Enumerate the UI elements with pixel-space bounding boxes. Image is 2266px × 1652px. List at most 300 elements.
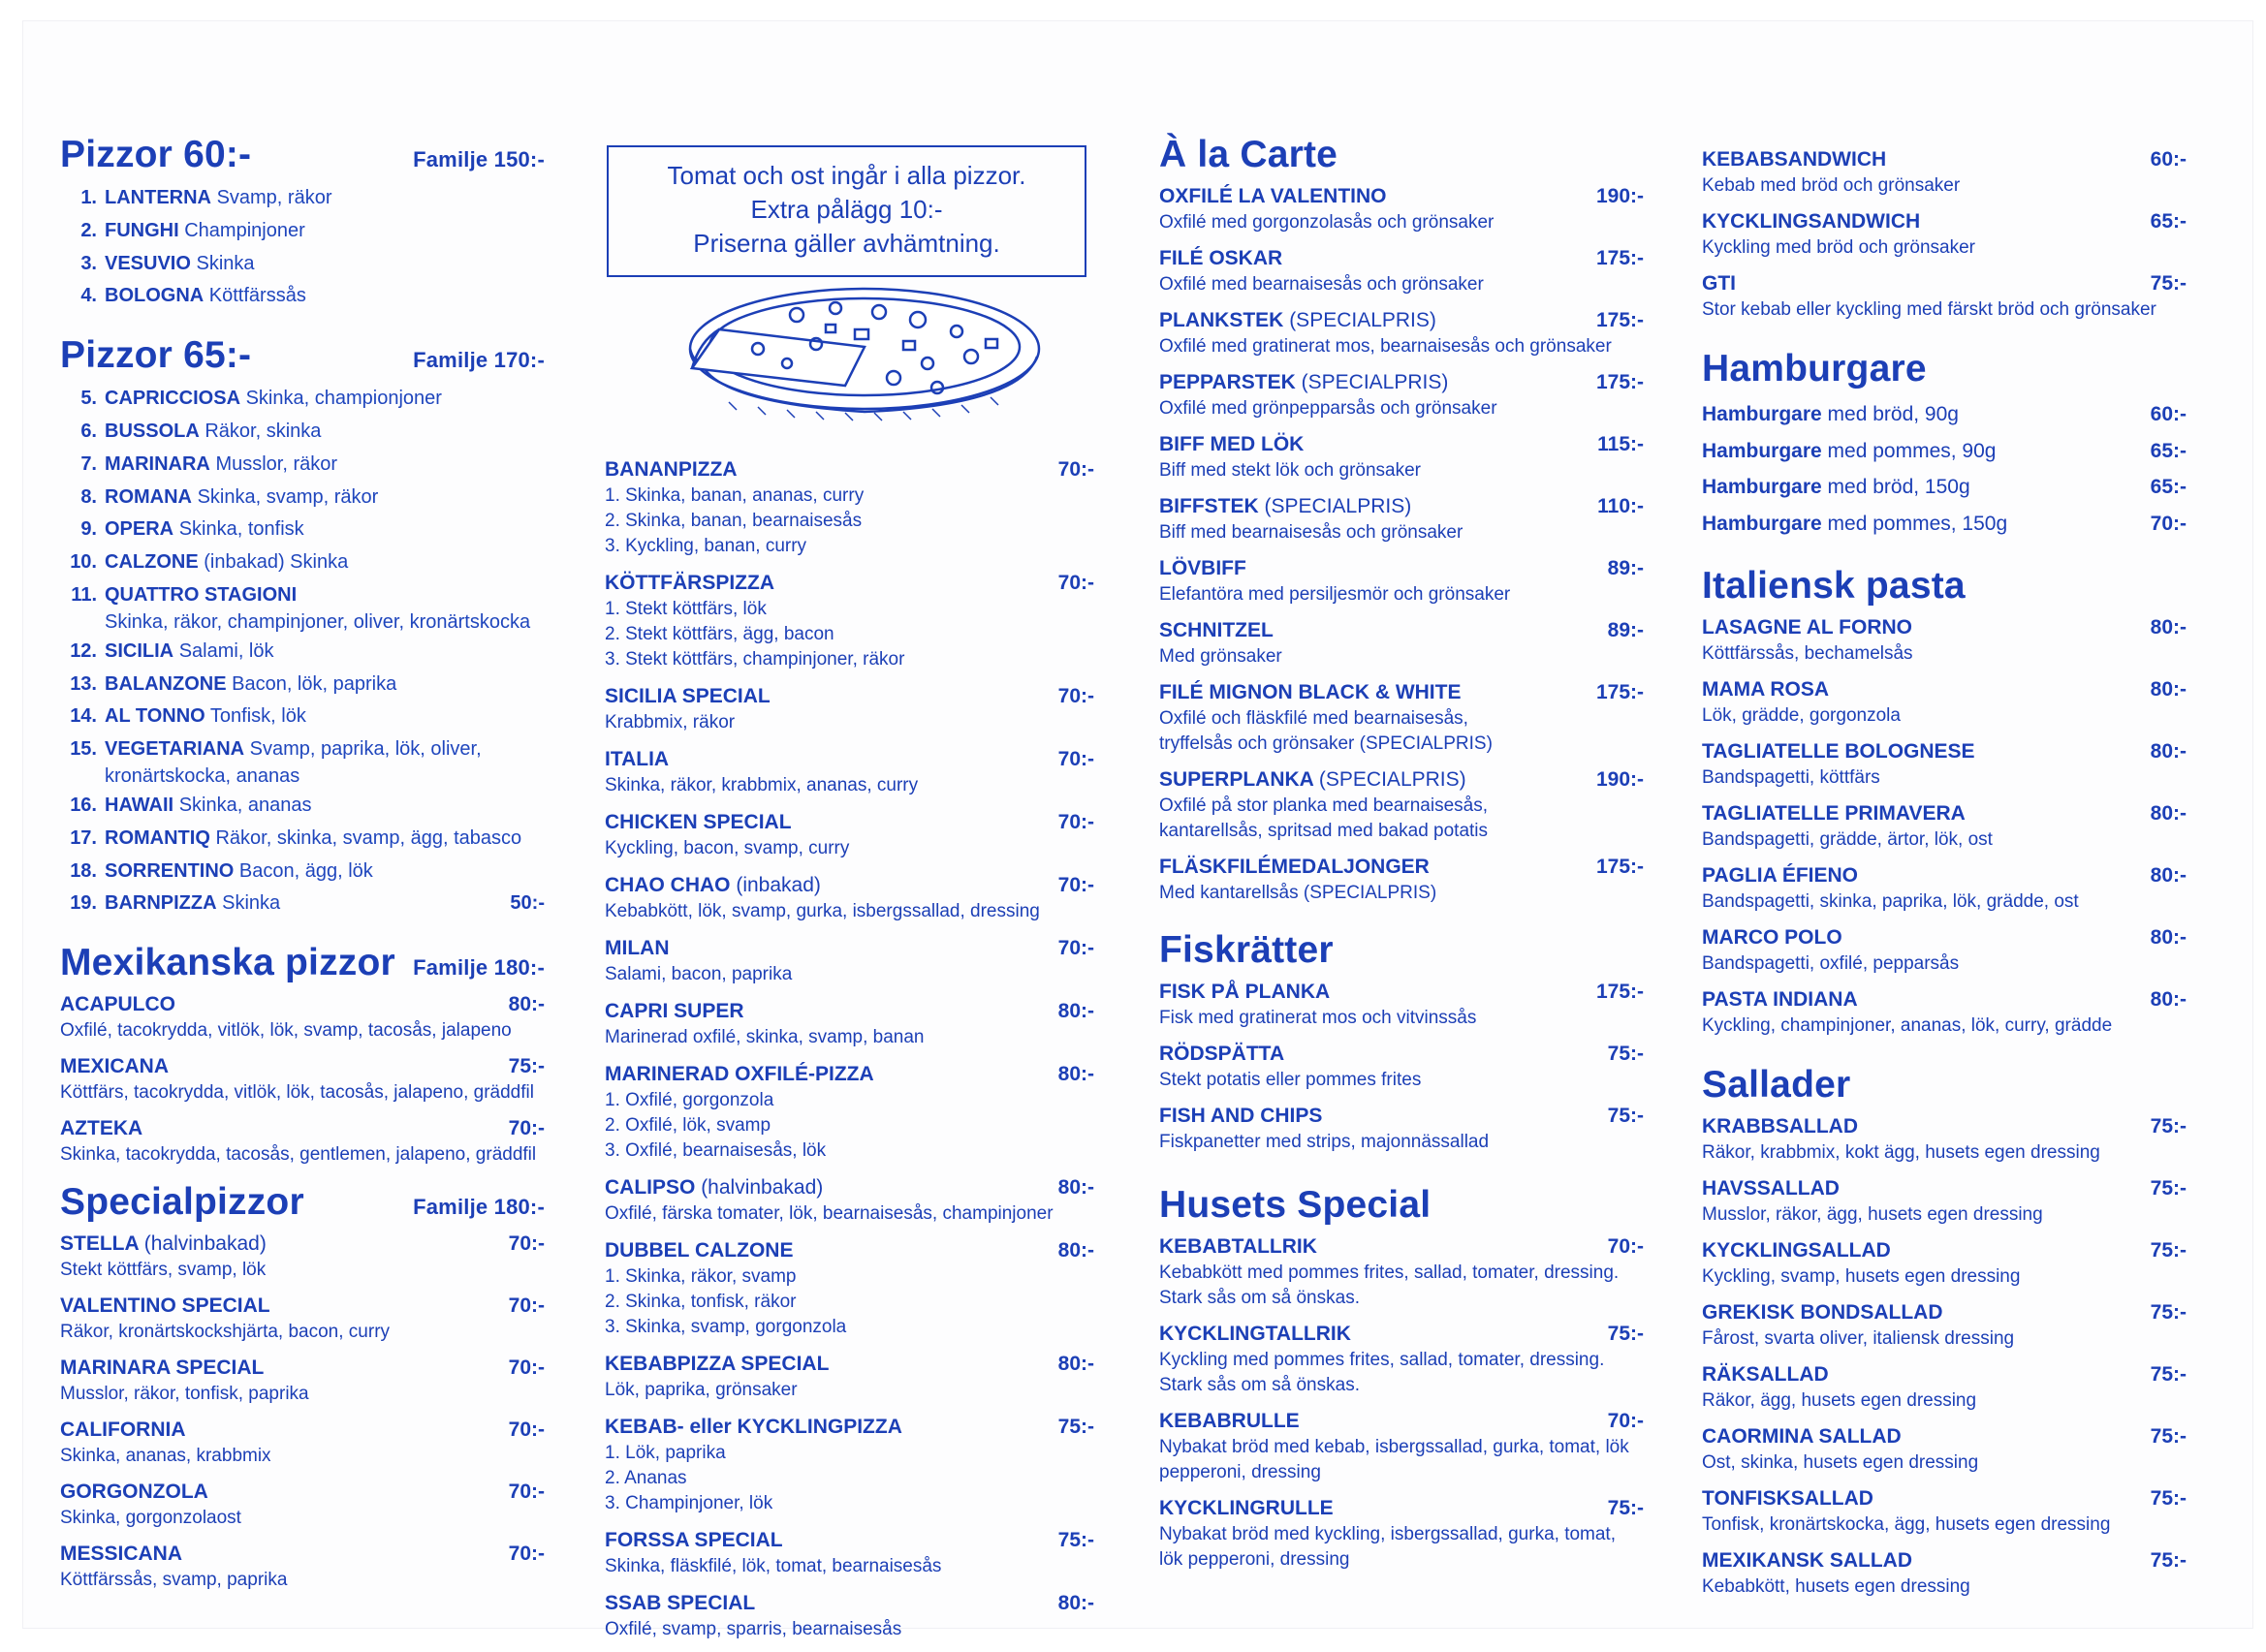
item-header xyxy=(1702,1236,2187,1264)
item-desc: Oxfilé med gratinerat mos, bearnaisesås och grönsaker xyxy=(1159,336,1612,357)
section-sandwich xyxy=(1702,145,2187,323)
section-title: Hamburgare xyxy=(1702,348,1927,390)
menu-item xyxy=(60,1416,545,1469)
column-alacarte xyxy=(1159,134,1644,1581)
item-price: 50:- xyxy=(510,892,545,915)
item-number: 9. xyxy=(80,518,97,541)
item-price: 175:- xyxy=(1595,981,1644,1003)
item-name-wrap xyxy=(1159,492,1411,520)
item-price: 80:- xyxy=(2150,678,2187,701)
item-body xyxy=(105,579,545,636)
item-desc: Skinka, ananas xyxy=(178,794,312,816)
item-header xyxy=(1159,616,1644,644)
item-header xyxy=(1159,678,1644,706)
item-header xyxy=(605,1173,1094,1201)
item-number: 12. xyxy=(70,639,97,662)
item-price: 65:- xyxy=(2150,210,2187,233)
menu-item xyxy=(1702,506,2187,543)
item-price: 75:- xyxy=(1607,1323,1644,1345)
menu-item xyxy=(1159,554,1644,608)
item-name: MEXICANA xyxy=(60,1055,170,1078)
item-price: 65:- xyxy=(2150,476,2187,498)
item-desc: 3. Kyckling, banan, curry xyxy=(605,536,807,556)
pizza-item xyxy=(60,416,545,449)
menu-item xyxy=(1159,1232,1644,1311)
item-price: 190:- xyxy=(1595,185,1644,207)
item-desc: Kyckling med bröd och grönsaker xyxy=(1702,237,1975,258)
item-label xyxy=(1702,506,2007,543)
item-name: BIFF MED LÖK xyxy=(1159,433,1305,455)
item-desc: 1. Oxfilé, gorgonzola xyxy=(605,1090,774,1110)
item-body xyxy=(105,383,545,416)
item-desc: Musslor, räkor, ägg, husets egen dressing xyxy=(1702,1204,2043,1225)
item-name: KYCKLINGSALLAD xyxy=(1702,1239,1891,1262)
menu-item xyxy=(605,455,1094,559)
item-header xyxy=(605,808,1094,836)
item-number: 5. xyxy=(80,388,97,410)
pizza-item xyxy=(60,579,545,636)
item-header xyxy=(605,1350,1094,1378)
item-header xyxy=(605,997,1094,1025)
menu-item xyxy=(1702,207,2187,261)
item-name: Hamburgare xyxy=(1702,439,1822,462)
item-price: 60:- xyxy=(2150,403,2187,425)
item-header xyxy=(1702,1484,2187,1512)
item-name-wrap xyxy=(60,1354,264,1382)
item-price: 80:- xyxy=(1057,1239,1094,1262)
menu-item xyxy=(1702,799,2187,853)
family-price: Familje 170:- xyxy=(413,348,545,373)
item-header xyxy=(1159,492,1644,520)
item-desc: Bandspagetti, köttfärs xyxy=(1702,767,1880,788)
item-price: 80:- xyxy=(2150,802,2187,825)
item-price: 75:- xyxy=(1607,1043,1644,1065)
item-name: RÖDSPÄTTA xyxy=(1159,1043,1285,1065)
item-desc: kantarellsås, spritsad med bakad potatis xyxy=(1159,821,1489,841)
item-body xyxy=(105,182,545,215)
section-title: Specialpizzor Familje 180:- xyxy=(60,1181,545,1224)
item-header xyxy=(60,990,545,1018)
item-name: MARINARA SPECIAL xyxy=(60,1356,265,1380)
menu-item xyxy=(1702,1236,2187,1290)
section-pasta xyxy=(1702,565,2187,1039)
item-name: HAWAII xyxy=(105,794,174,816)
item-name: BANANPIZZA xyxy=(605,458,738,481)
item-price: 70:- xyxy=(508,1117,545,1140)
item-header xyxy=(1702,1546,2187,1574)
item-name: GREKISK BONDSALLAD xyxy=(1702,1301,1943,1324)
menu-item xyxy=(60,1354,545,1407)
item-name: FILÉ MIGNON BLACK & WHITE xyxy=(1159,681,1462,703)
item-name-wrap xyxy=(1702,1484,1873,1512)
pizza-item xyxy=(60,383,545,416)
item-price: 70:- xyxy=(2150,512,2187,535)
section-title: Pizzor 65:- Familje 170:- xyxy=(60,334,545,377)
item-name: KEBABTALLRIK xyxy=(1159,1235,1317,1258)
menu-item xyxy=(60,1114,545,1168)
item-price: 75:- xyxy=(2150,1487,2187,1510)
menu-item xyxy=(1702,923,2187,977)
menu-item xyxy=(1702,1298,2187,1352)
item-desc: Tonfisk, lök xyxy=(209,705,306,728)
section-pizzor-60 xyxy=(60,134,545,313)
item-number: 17. xyxy=(70,826,97,849)
item-desc: Biff med stekt lök och grönsaker xyxy=(1159,460,1421,481)
item-price: 80:- xyxy=(1057,1176,1094,1199)
item-price: 75:- xyxy=(2150,1177,2187,1200)
item-name: VALENTINO SPECIAL xyxy=(60,1294,270,1318)
item-desc: Kyckling med pommes frites, sallad, tomater, dressing. xyxy=(1159,1350,1605,1370)
item-name: FORSSA SPECIAL xyxy=(605,1529,783,1551)
item-desc: Kyckling, champinjoner, ananas, lök, curry, grädde xyxy=(1702,1015,2113,1036)
item-name: SICILIA xyxy=(105,639,174,662)
item-header xyxy=(605,934,1094,962)
item-name-wrap xyxy=(1702,207,1920,235)
item-name: SORRENTINO xyxy=(105,859,235,882)
item-name: MESSICANA xyxy=(60,1543,183,1566)
item-name: KEBABPIZZA SPECIAL xyxy=(605,1353,830,1375)
item-price: 65:- xyxy=(2150,439,2187,462)
item-desc: Lök, paprika, grönsaker xyxy=(605,1380,798,1400)
item-desc: Räkor, skinka, svamp, ägg, tabasco xyxy=(215,826,522,849)
item-name: OPERA xyxy=(105,518,174,541)
item-name: RÄKSALLAD xyxy=(1702,1363,1829,1386)
item-desc: Kyckling, svamp, husets egen dressing xyxy=(1702,1266,2021,1287)
item-header xyxy=(1159,244,1644,272)
item-name-wrap xyxy=(605,1173,823,1201)
menu-item xyxy=(1702,145,2187,199)
item-price: 110:- xyxy=(1597,495,1644,517)
menu-item xyxy=(1702,675,2187,729)
item-header xyxy=(1702,1298,2187,1326)
item-note: (halvinbakad) xyxy=(143,1232,267,1256)
item-name: BALANZONE xyxy=(105,672,227,695)
item-name-wrap xyxy=(60,1478,208,1506)
menu-item xyxy=(1702,985,2187,1039)
menu-item xyxy=(605,934,1094,987)
item-body xyxy=(105,701,545,733)
item-number: 13. xyxy=(70,672,97,695)
section-fiskratter xyxy=(1159,929,1644,1155)
item-desc: Stark sås om så önskas. xyxy=(1159,1288,1360,1308)
item-name-wrap xyxy=(60,1052,169,1080)
item-name: SSAB SPECIAL xyxy=(605,1592,756,1614)
item-number: 1. xyxy=(80,187,97,208)
item-header xyxy=(1702,1422,2187,1450)
item-price: 175:- xyxy=(1595,856,1644,878)
item-price: 60:- xyxy=(2150,148,2187,171)
item-name-wrap xyxy=(1159,765,1466,794)
menu-item xyxy=(1159,182,1644,235)
item-name-wrap xyxy=(605,682,771,710)
item-desc: 2. Skinka, tonfisk, räkor xyxy=(605,1292,797,1312)
item-desc: Kebabkött med pommes frites, sallad, tomater, dressing. xyxy=(1159,1262,1620,1283)
item-name: ROMANTIQ xyxy=(105,826,210,849)
item-name: FILÉ OSKAR xyxy=(1159,247,1283,269)
item-desc: Räkor, skinka xyxy=(205,420,322,442)
item-name: KEBAB- eller KYCKLINGPIZZA xyxy=(605,1416,902,1438)
item-name: CALZONE xyxy=(105,551,199,574)
item-price: 75:- xyxy=(2150,272,2187,295)
item-body xyxy=(105,546,545,579)
item-name: BARNPIZZA xyxy=(105,892,217,915)
item-body xyxy=(105,733,545,790)
item-note: (inbakad) xyxy=(736,874,821,896)
item-header xyxy=(605,745,1094,773)
menu-item xyxy=(1159,368,1644,421)
item-header xyxy=(1159,554,1644,582)
item-name-wrap xyxy=(1159,1102,1322,1130)
item-name: SUPERPLANKA xyxy=(1159,768,1314,791)
item-desc: Skinka, ananas, krabbmix xyxy=(60,1446,271,1467)
item-header xyxy=(605,569,1094,597)
item-name: KYCKLINGRULLE xyxy=(1159,1497,1334,1519)
item-name: FISK PÅ PLANKA xyxy=(1159,981,1331,1003)
item-name: KYCKLINGTALLRIK xyxy=(1159,1323,1351,1345)
item-desc: Oxfilé med gorgonzolasås och grönsaker xyxy=(1159,212,1495,233)
item-number: 8. xyxy=(80,485,97,508)
pizza-item xyxy=(60,514,545,546)
item-name: SCHNITZEL xyxy=(1159,619,1274,641)
item-name-wrap xyxy=(1159,1232,1317,1261)
item-header xyxy=(60,1230,545,1258)
section-title: Pizzor 60:- Familje 150:- xyxy=(60,134,545,175)
menu-item xyxy=(1159,492,1644,545)
item-header xyxy=(605,1526,1094,1554)
item-body xyxy=(105,280,545,313)
item-desc: Lök, grädde, gorgonzola xyxy=(1702,705,1901,726)
item-header xyxy=(605,682,1094,710)
item-name: VESUVIO xyxy=(105,252,191,274)
item-name-wrap xyxy=(1702,1546,1912,1574)
item-name-wrap xyxy=(1159,430,1304,458)
menu-item xyxy=(60,1292,545,1345)
menu-item xyxy=(1159,1320,1644,1398)
item-name-wrap xyxy=(1159,554,1246,582)
item-name-wrap xyxy=(1159,182,1387,210)
column-pizzas xyxy=(60,134,545,1602)
item-header xyxy=(1159,1320,1644,1348)
item-price: 75:- xyxy=(1057,1416,1094,1438)
item-desc: Salami, lök xyxy=(178,639,274,662)
item-name-wrap xyxy=(1159,1320,1351,1348)
item-desc: Kebabkött, lök, svamp, gurka, isbergssallad, dressing xyxy=(605,901,1040,921)
item-label xyxy=(1702,396,1959,433)
item-price: 70:- xyxy=(508,1232,545,1256)
item-desc: Stekt köttfärs, svamp, lök xyxy=(60,1260,267,1281)
item-name: AZTEKA xyxy=(60,1117,143,1140)
item-desc: Skinka, championjoner xyxy=(245,388,442,410)
menu-item xyxy=(1159,1494,1644,1573)
item-desc: Musslor, räkor, tonfisk, paprika xyxy=(60,1384,309,1405)
item-desc: Räkor, ägg, husets egen dressing xyxy=(1702,1390,1977,1411)
item-name: AL TONNO xyxy=(105,705,205,728)
item-name-wrap xyxy=(1702,861,1858,889)
item-name-wrap xyxy=(1159,368,1448,396)
item-price: 89:- xyxy=(1607,619,1644,641)
item-header xyxy=(60,1540,545,1568)
pizza-item xyxy=(60,215,545,248)
item-name: GTI xyxy=(1702,272,1736,295)
item-header xyxy=(1702,923,2187,951)
section-mexikanska xyxy=(60,942,545,1168)
menu-item xyxy=(605,1236,1094,1340)
item-desc: Nybakat bröd med kyckling, isbergssallad, gurka, tomat, xyxy=(1159,1524,1616,1544)
item-name-wrap xyxy=(60,1230,267,1258)
menu-item xyxy=(60,1478,545,1531)
item-desc: Svamp, räkor xyxy=(216,187,332,208)
item-desc: Elefantöra med persiljesmör och grönsaker xyxy=(1159,584,1511,605)
item-name-wrap xyxy=(605,1350,829,1378)
item-body xyxy=(105,514,545,546)
item-name: PASTA INDIANA xyxy=(1702,988,1858,1011)
item-desc: Med kantarellsås (SPECIALPRIS) xyxy=(1159,883,1437,903)
item-price: 70:- xyxy=(1057,811,1094,833)
item-price: 175:- xyxy=(1595,247,1644,269)
item-price: 80:- xyxy=(1057,1353,1094,1375)
item-price: 70:- xyxy=(508,1294,545,1318)
item-name-wrap xyxy=(1159,616,1274,644)
item-name-wrap xyxy=(60,1416,186,1444)
item-price: 75:- xyxy=(1607,1497,1644,1519)
item-number: 10. xyxy=(70,551,97,574)
menu-item xyxy=(1702,1484,2187,1538)
item-header xyxy=(1159,182,1644,210)
item-name: ACAPULCO xyxy=(60,993,175,1016)
item-desc: Marinerad oxfilé, skinka, svamp, banan xyxy=(605,1027,925,1047)
item-desc: Oxfilé och fläskfilé med bearnaisesås, xyxy=(1159,708,1468,729)
item-header xyxy=(60,1478,545,1506)
item-name: LÖVBIFF xyxy=(1159,557,1246,579)
item-name: KEBABRULLE xyxy=(1159,1410,1300,1432)
menu-item xyxy=(605,871,1094,924)
item-desc: Champinjoner xyxy=(184,219,305,241)
item-price: 75:- xyxy=(2150,1301,2187,1324)
pizza-illustration xyxy=(680,271,1054,426)
notice-box: Tomat och ost ingår i alla pizzor. Extra pålägg 10:- Priserna gäller avhämtning. xyxy=(607,145,1086,277)
item-name-wrap xyxy=(1159,978,1330,1006)
item-desc-cont: Skinka, räkor, champinjoner, oliver, kronärtskocka xyxy=(105,610,531,633)
item-number: 14. xyxy=(70,705,97,728)
item-desc: Bandspagetti, grädde, ärtor, lök, ost xyxy=(1702,829,1993,850)
menu-item xyxy=(1702,1422,2187,1476)
item-note: (SPECIALPRIS) xyxy=(1301,371,1449,393)
item-name-wrap xyxy=(605,569,774,597)
menu-item xyxy=(605,745,1094,798)
item-price: 75:- xyxy=(508,1055,545,1078)
item-price: 80:- xyxy=(2150,864,2187,887)
item-name: TONFISKSALLAD xyxy=(1702,1487,1873,1510)
item-header xyxy=(1702,861,2187,889)
item-header xyxy=(60,1052,545,1080)
item-name: ROMANA xyxy=(105,485,192,508)
item-price: 89:- xyxy=(1607,557,1644,579)
item-name: KRABBSALLAD xyxy=(1702,1115,1858,1138)
item-name: CHICKEN SPECIAL xyxy=(605,811,792,833)
item-desc: Oxfilé, tacokrydda, vitlök, lök, svamp, tacosås, jalapeno xyxy=(60,1020,512,1042)
item-name: PAGLIA ÉFIENO xyxy=(1702,864,1859,887)
item-desc: Kebab med bröd och grönsaker xyxy=(1702,175,1961,196)
item-body xyxy=(105,248,545,281)
item-desc: Oxfilé med bearnaisesås och grönsaker xyxy=(1159,274,1484,295)
item-note: (SPECIALPRIS) xyxy=(1289,309,1436,331)
item-name: GORGONZOLA xyxy=(60,1481,208,1504)
item-price: 175:- xyxy=(1595,681,1644,703)
pizza-item xyxy=(60,636,545,669)
item-header xyxy=(605,1589,1094,1617)
menu-item xyxy=(605,1060,1094,1164)
item-header xyxy=(605,1413,1094,1441)
item-price: 80:- xyxy=(2150,740,2187,763)
item-name: CAORMINA SALLAD xyxy=(1702,1425,1902,1448)
item-desc: 2. Oxfilé, lök, svamp xyxy=(605,1115,771,1136)
item-price: 70:- xyxy=(508,1481,545,1504)
item-name: KÖTTFÄRSPIZZA xyxy=(605,572,774,594)
menu-item xyxy=(1159,430,1644,483)
item-name-wrap xyxy=(1702,923,1842,951)
item-name: LASAGNE AL FORNO xyxy=(1702,616,1913,639)
item-price: 70:- xyxy=(1057,685,1094,707)
section-title: Fiskrätter xyxy=(1159,929,1334,971)
item-name: KEBABSANDWICH xyxy=(1702,148,1887,171)
item-number: 11. xyxy=(71,583,97,606)
menu-item xyxy=(1159,306,1644,359)
menu-item xyxy=(1702,1546,2187,1600)
item-name: Hamburgare xyxy=(1702,512,1822,535)
item-desc: Nybakat bröd med kebab, isbergssallad, gurka, tomat, lök xyxy=(1159,1437,1629,1457)
item-desc: 1. Stekt köttfärs, lök xyxy=(605,599,767,619)
item-name-wrap xyxy=(605,871,821,899)
item-desc: Skinka xyxy=(222,892,281,915)
menu-item xyxy=(1159,978,1644,1031)
item-header xyxy=(1702,675,2187,703)
menu-item xyxy=(1159,1407,1644,1485)
item-price: 175:- xyxy=(1595,371,1644,393)
item-desc: Kebabkött, husets egen dressing xyxy=(1702,1576,1970,1597)
item-desc: 2. Stekt köttfärs, ägg, bacon xyxy=(605,624,834,644)
item-name-wrap xyxy=(1702,799,1966,827)
item-header xyxy=(1702,985,2187,1013)
item-desc: Fisk med gratinerat mos och vitvinssås xyxy=(1159,1008,1477,1028)
menu-item xyxy=(605,808,1094,861)
item-name: FLÄSKFILÉMEDALJONGER xyxy=(1159,856,1430,878)
item-desc: med pommes, 150g xyxy=(1827,512,2008,535)
item-desc: Skinka, gorgonzolaost xyxy=(60,1508,241,1529)
pizza-item xyxy=(60,248,545,281)
item-name: PLANKSTEK xyxy=(1159,309,1284,331)
item-name: SICILIA SPECIAL xyxy=(605,685,771,707)
menu-item xyxy=(1159,244,1644,297)
item-desc: lök pepperoni, dressing xyxy=(1159,1549,1350,1570)
section-title: Sallader xyxy=(1702,1064,1851,1106)
item-price: 80:- xyxy=(1057,1592,1094,1614)
item-header xyxy=(1702,613,2187,641)
item-price: 70:- xyxy=(1607,1410,1644,1432)
item-desc: Fårost, svarta oliver, italiensk dressing xyxy=(1702,1328,2015,1349)
item-desc: Stekt potatis eller pommes frites xyxy=(1159,1070,1422,1090)
item-note: (SPECIALPRIS) xyxy=(1264,495,1412,517)
item-desc: Oxfilé på stor planka med bearnaisesås, xyxy=(1159,795,1489,816)
item-price: 75:- xyxy=(2150,1115,2187,1138)
item-header xyxy=(1702,269,2187,297)
item-name-wrap xyxy=(1159,1494,1334,1522)
menu-item xyxy=(605,1526,1094,1579)
item-desc: Krabbmix, räkor xyxy=(605,712,736,732)
item-name-wrap xyxy=(1159,306,1436,334)
section-specialpizzor xyxy=(60,1181,545,1593)
item-header xyxy=(60,1416,545,1444)
item-name-wrap xyxy=(605,1526,783,1554)
